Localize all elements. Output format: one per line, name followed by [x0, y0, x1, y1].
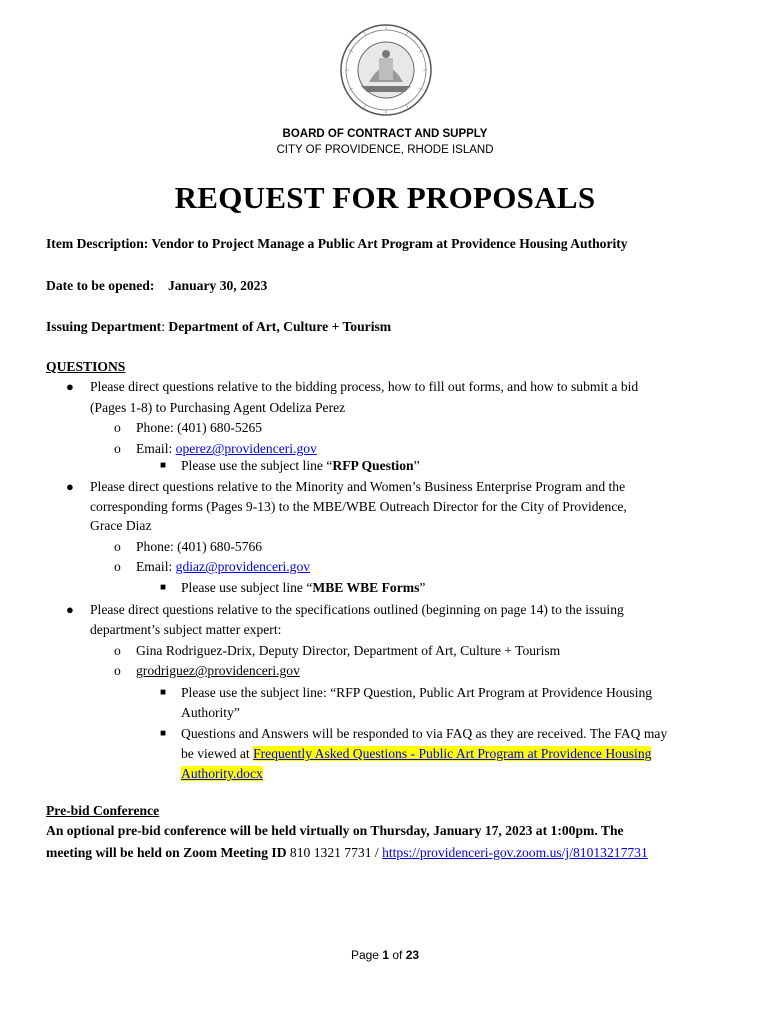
q1-subject-suffix: ” — [413, 458, 420, 473]
square-bullet-icon: ■ — [160, 460, 167, 471]
date-opened — [46, 278, 267, 294]
q1-email-link[interactable]: operez@providenceri.gov — [175, 441, 317, 456]
q3-text-line2: department’s subject matter expert: — [90, 622, 282, 637]
footer-page-number: 1 — [382, 948, 389, 962]
q3-faq-line2 — [181, 744, 651, 765]
city-heading: CITY OF PROVIDENCE, RHODE ISLAND — [276, 144, 494, 156]
circle-bullet-icon: o — [114, 539, 121, 554]
zoom-meeting-id: 810 1321 7731 / — [286, 845, 383, 860]
q3-faq-line3 — [181, 764, 263, 785]
q1-phone: Phone: (401) 680-5265 — [136, 420, 263, 435]
zoom-link[interactable]: https://providenceri-gov.zoom.us/j/81013217731 — [382, 845, 648, 860]
square-bullet-icon: ■ — [160, 687, 167, 698]
square-bullet-icon: ■ — [160, 728, 167, 739]
page-title: REQUEST FOR PROPOSALS — [174, 180, 596, 215]
q3-subject-line1: Please use the subject line: “RFP Question, Public Art Program at Providence Housing — [181, 685, 653, 700]
q2-email — [136, 557, 310, 578]
issuing-department-label: Issuing Department — [46, 319, 162, 334]
circle-bullet-icon: o — [114, 643, 121, 658]
circle-bullet-icon: o — [114, 420, 121, 435]
q2-subject-bold: MBE WBE Forms — [312, 580, 420, 595]
q2-subject-prefix: Please use subject line “ — [181, 580, 313, 595]
q2-email-label: Email: — [136, 559, 176, 574]
q3-faq-prefix: be viewed at — [181, 746, 254, 761]
q3-contact: Gina Rodriguez-Drix, Deputy Director, Department of Art, Culture + Tourism — [136, 643, 561, 658]
faq-link-continued[interactable]: Authority.docx — [181, 766, 263, 781]
bullet-icon: ● — [66, 479, 74, 494]
q2-subject-suffix: ” — [419, 580, 426, 595]
questions-heading: QUESTIONS — [46, 359, 126, 374]
circle-bullet-icon: o — [114, 559, 121, 574]
footer-page-total: 23 — [405, 948, 420, 962]
board-heading: BOARD OF CONTRACT AND SUPPLY — [282, 128, 488, 140]
issuing-department-value: Department of Art, Culture + Tourism — [168, 319, 392, 334]
q1-subject-bold: RFP Question — [332, 458, 414, 473]
bullet-icon: ● — [66, 379, 74, 394]
q3-text-line1: Please direct questions relative to the specifications outlined (beginning on page 14) to the issuing — [90, 602, 624, 617]
issuing-department-colon: : — [161, 319, 165, 334]
prebid-line1: An optional pre-bid conference will be held virtually on Thursday, January 17, 2023 at 1:00pm. The — [46, 823, 624, 838]
bullet-icon: ● — [66, 602, 74, 617]
q2-text-line3: Grace Diaz — [90, 518, 152, 533]
date-opened-label: Date to be opened: — [46, 278, 155, 293]
footer-page-label: Page — [350, 948, 383, 962]
q3-faq-line1: Questions and Answers will be responded to via FAQ as they are received. The FAQ may — [181, 726, 668, 741]
q1-subject — [181, 456, 420, 477]
prebid-line2-bold: meeting will be held on Zoom Meeting ID — [46, 845, 287, 860]
square-bullet-icon: ■ — [160, 582, 167, 593]
issuing-department — [46, 319, 391, 335]
q3-email-link[interactable]: grodriguez@providenceri.gov — [136, 663, 300, 678]
q2-phone: Phone: (401) 680-5766 — [136, 539, 263, 554]
page-footer — [0, 948, 770, 962]
faq-link[interactable]: Frequently Asked Questions - Public Art Program at Providence Housing — [253, 746, 652, 761]
q1-text-line2: (Pages 1-8) to Purchasing Agent Odeliza Perez — [90, 400, 346, 415]
q1-email-label: Email: — [136, 441, 176, 456]
q2-subject — [181, 578, 425, 599]
prebid-heading: Pre-bid Conference — [46, 803, 160, 818]
q2-text-line1: Please direct questions relative to the Minority and Women’s Business Enterprise Program and the — [90, 479, 626, 494]
q2-text-line2: corresponding forms (Pages 9-13) to the MBE/WBE Outreach Director for the City of Providence, — [90, 499, 627, 514]
q1-subject-prefix: Please use the subject line “ — [181, 458, 333, 473]
footer-of: of — [389, 948, 406, 962]
item-description — [46, 236, 628, 252]
circle-bullet-icon: o — [114, 441, 121, 456]
circle-bullet-icon: o — [114, 663, 121, 678]
q2-email-link[interactable]: gdiaz@providenceri.gov — [175, 559, 311, 574]
date-opened-value: January 30, 2023 — [167, 278, 268, 293]
q1-text-line1: Please direct questions relative to the bidding process, how to fill out forms, and how to submit a bid — [90, 379, 639, 394]
prebid-line2 — [46, 843, 648, 864]
q3-subject-line2: Authority” — [181, 705, 240, 720]
item-description-label: Item Description: — [46, 236, 149, 251]
city-seal-logo — [339, 18, 433, 122]
item-description-value: Vendor to Project Manage a Public Art Program at Providence Housing Authority — [151, 236, 628, 251]
